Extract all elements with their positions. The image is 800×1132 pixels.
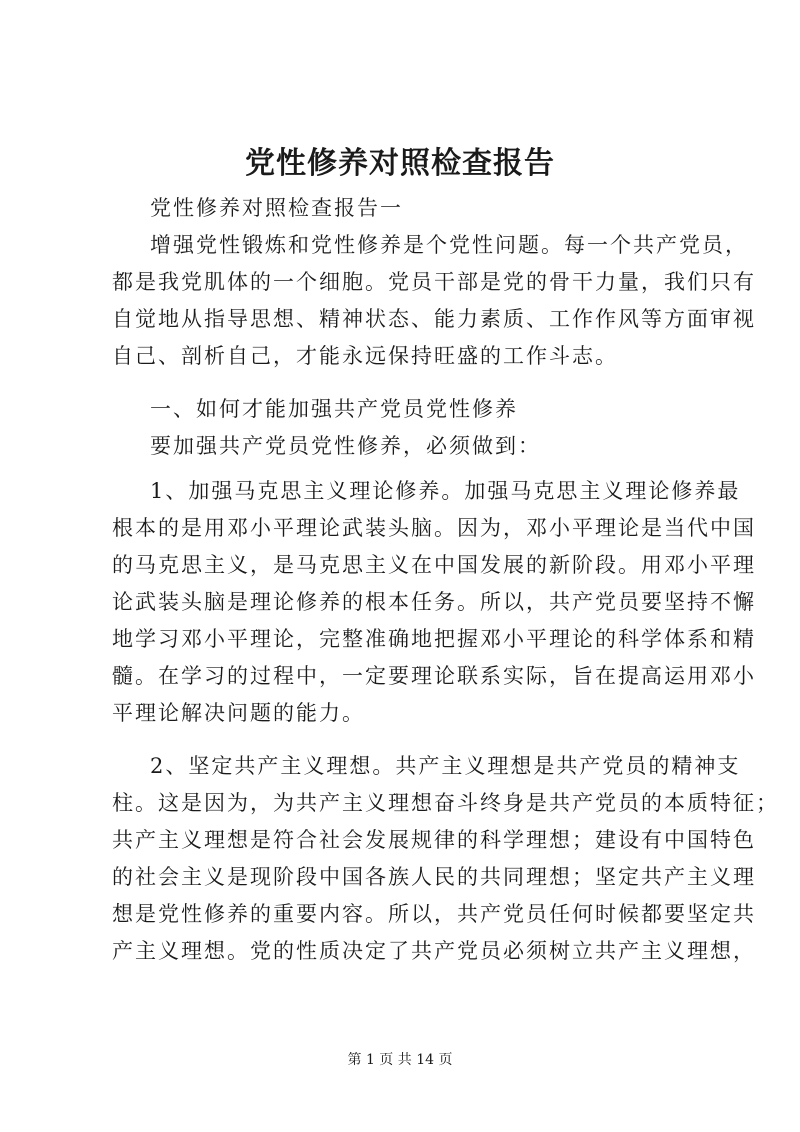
section-heading: 一、如何才能加强共产党员党性修养 <box>150 397 518 421</box>
paragraph-line: 增强党性锻炼和党性修养是个党性问题。每一个共产党员， <box>150 233 748 257</box>
paragraph-line: 根本的是用邓小平理论武装头脑。因为，邓小平理论是当代中国 <box>112 516 756 540</box>
paragraph-line: 论武装头脑是理论修养的根本任务。所以，共产党员要坚持不懈 <box>112 590 756 614</box>
page-number-footer: 第 1 页 共 14 页 <box>347 1052 453 1068</box>
subtitle-line: 党性修养对照检查报告一 <box>150 196 403 220</box>
paragraph-line: 共产主义理想是符合社会发展规律的科学理想；建设有中国特色 <box>112 828 756 852</box>
paragraph-line: 的马克思主义，是马克思主义在中国发展的新阶段。用邓小平理 <box>112 553 756 577</box>
paragraph-line: 都是我党肌体的一个细胞。党员干部是党的骨干力量，我们只有 <box>112 270 756 294</box>
paragraph-line: 2、坚定共产主义理想。共产主义理想是共产党员的精神支 <box>150 754 741 778</box>
paragraph-line: 自觉地从指导思想、精神状态、能力素质、工作作风等方面审视 <box>112 307 756 331</box>
paragraph-line: 地学习邓小平理论，完整准确地把握邓小平理论的科学体系和精 <box>112 627 756 651</box>
paragraph-line: 平理论解决问题的能力。 <box>112 701 365 725</box>
paragraph-line: 柱。这是因为，为共产主义理想奋斗终身是共产党员的本质特征； <box>112 791 779 815</box>
paragraph-line: 1、加强马克思主义理论修养。加强马克思主义理论修养最 <box>150 479 741 503</box>
paragraph-line: 髓。在学习的过程中，一定要理论联系实际，旨在提高运用邓小 <box>112 664 756 688</box>
paragraph-line: 的社会主义是现阶段中国各族人民的共同理想；坚定共产主义理 <box>112 865 756 889</box>
paragraph-line: 要加强共产党员党性修养，必须做到： <box>150 434 541 458</box>
paragraph-line: 想是党性修养的重要内容。所以，共产党员任何时候都要坚定共 <box>112 902 756 926</box>
paragraph-line: 自己、剖析自己，才能永远保持旺盛的工作斗志。 <box>112 344 618 368</box>
paragraph-line: 产主义理想。党的性质决定了共产党员必须树立共产主义理想， <box>112 939 756 963</box>
document-title: 党性修养对照检查报告 <box>245 146 555 181</box>
